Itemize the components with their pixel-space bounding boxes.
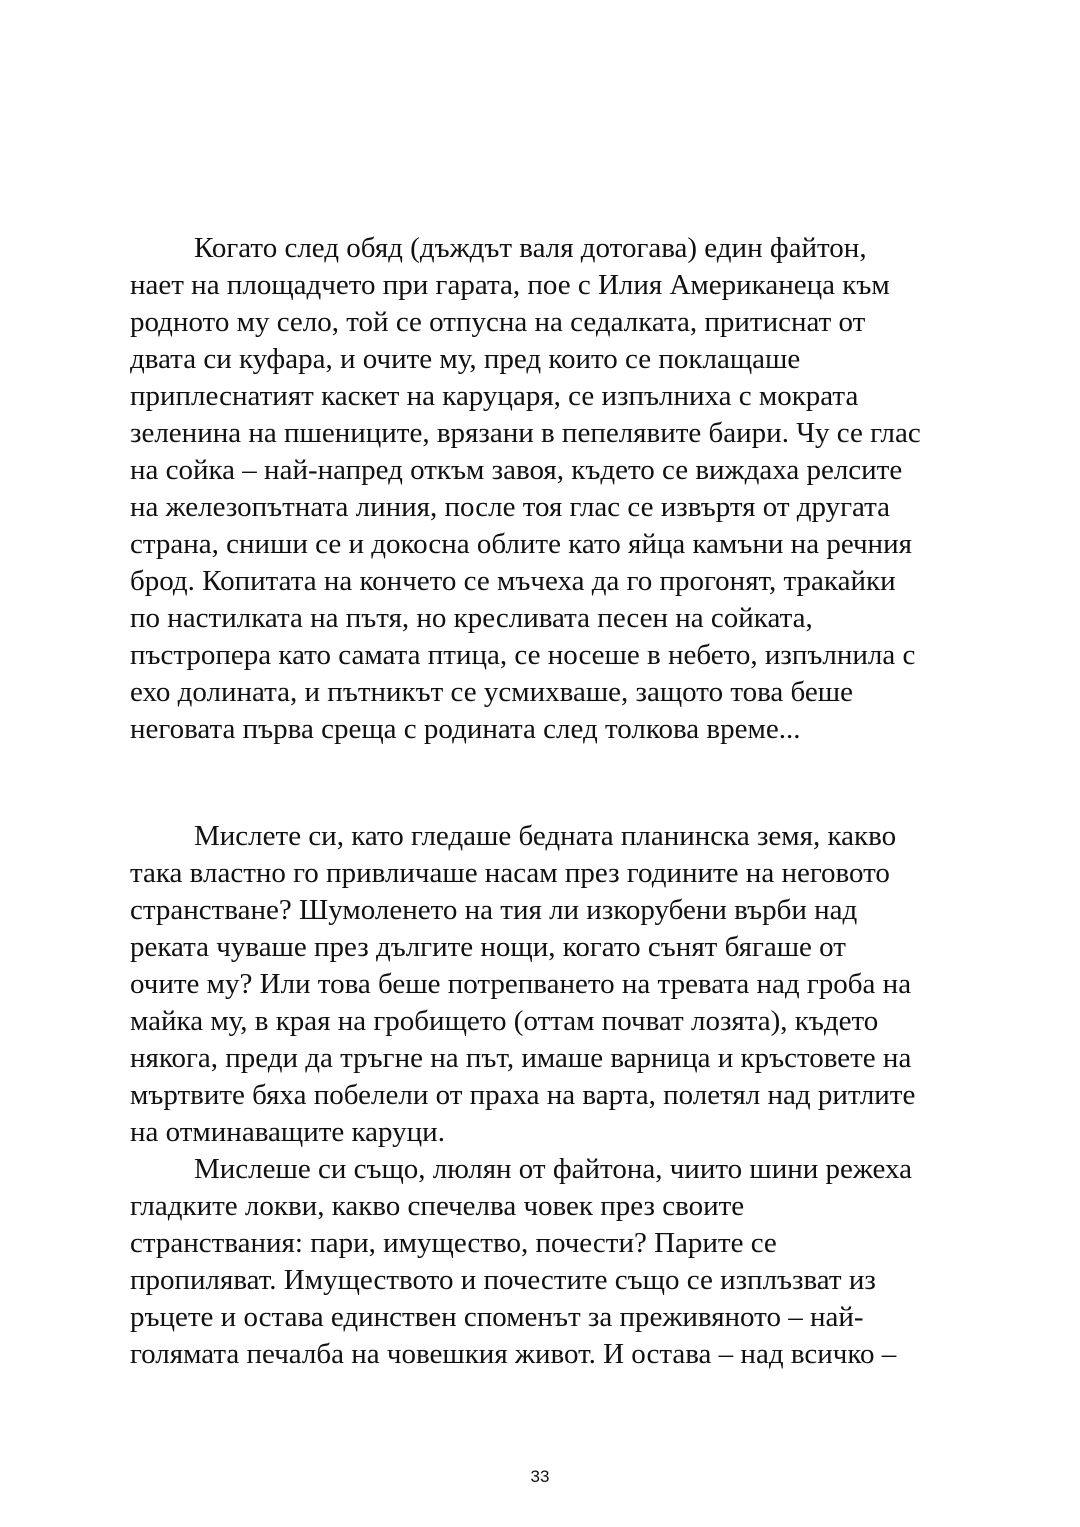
text-line: ехо долината, и пътникът се усмихваше, защото това беше	[130, 676, 854, 708]
text-line: пропиляват. Имуществото и почестите също се изплъзват из	[130, 1264, 876, 1296]
text-line: приплеснатият каскет на каруцаря, се изпълниха с мократа	[130, 380, 859, 412]
text-line: на отминаващите каруци.	[130, 1116, 445, 1148]
text-line: странстване? Шумоленето на тия ли изкорубени върби над	[130, 894, 858, 926]
text-line: неговата първа среща с родината след толкова време...	[130, 713, 801, 745]
text-line: родното му село, той се отпусна на седалката, притиснат от	[130, 306, 866, 338]
text-line: нает на площадчето при гарата, пое с Илия Американеца към	[130, 269, 890, 301]
text-line: на сойка – най-напред откъм завоя, където се виждаха релсите	[130, 454, 903, 486]
text-line: Мислете си, като гледаше бедната планинска земя, какво	[194, 820, 897, 852]
text-line: Мислеше си също, люлян от файтона, чиито шини режеха	[194, 1153, 913, 1185]
text-line: зеленина на пшениците, врязани в пепелявите баири. Чу се глас	[130, 417, 921, 449]
page-number: 33	[530, 1467, 550, 1486]
text-line: двата си куфара, и очите му, пред които се поклащаше	[130, 343, 801, 375]
text-line: гладките локви, какво спечелва човек през своите	[130, 1190, 745, 1222]
text-line: очите му? Или това беше потрепването на тревата над гроба на	[130, 968, 912, 1000]
text-line: Когато след обяд (дъждът валя дотогава) един файтон,	[194, 232, 867, 264]
text-line: по настилката на пътя, но кресливата песен на сойката,	[130, 602, 813, 634]
paragraph-1	[130, 230, 960, 748]
text-line: пъстропера като самата птица, се носеше в небето, изпълнила с	[130, 639, 916, 671]
text-line: странствания: пари, имущество, почести? Парите се	[130, 1227, 777, 1259]
text-line: голямата печалба на човешкия живот. И остава – над всичко –	[130, 1338, 897, 1370]
paragraph-group-2	[130, 818, 960, 1373]
text-line: брод. Копитата на кончето се мъчеха да го прогонят, тракайки	[130, 565, 896, 597]
text-line: реката чуваше през дългите нощи, когато сънят бягаше от	[130, 931, 846, 963]
paragraph-3	[130, 1151, 960, 1373]
text-line: ръцете и остава единствен споменът за преживяното – най-	[130, 1301, 864, 1333]
text-line: майка му, в края на гробището (оттам почват лозята), където	[130, 1005, 879, 1037]
text-line: на железопътната линия, после тоя глас се извъртя от другата	[130, 491, 891, 523]
text-line: страна, сниши се и докосна облите като яйца камъни на речния	[130, 528, 912, 560]
text-line: така властно го привличаше насам през годините на неговото	[130, 857, 890, 889]
text-line: мъртвите бяха побелели от праха на варта, полетял над ритлите	[130, 1079, 916, 1111]
text-line: някога, преди да тръгне на път, имаше варница и кръстовете на	[130, 1042, 912, 1074]
paragraph-2	[130, 818, 960, 1151]
